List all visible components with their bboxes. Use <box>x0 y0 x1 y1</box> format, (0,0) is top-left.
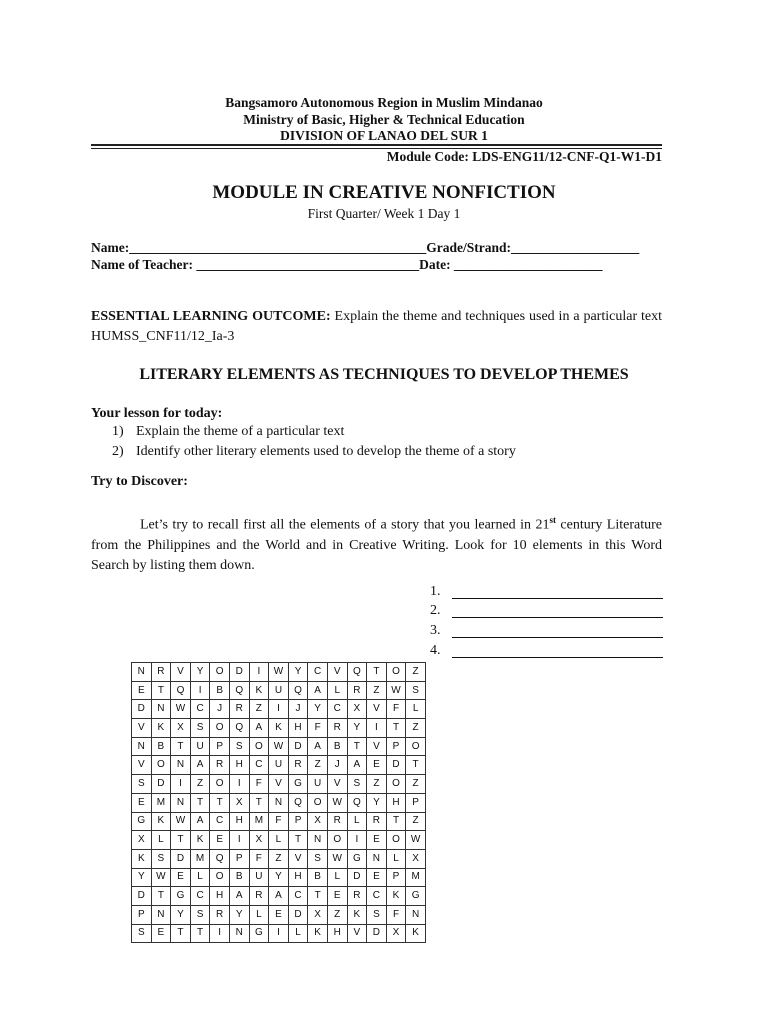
word-search-cell[interactable]: D <box>132 700 152 719</box>
lesson-item-number: 1) <box>112 424 124 439</box>
word-search-cell[interactable]: U <box>308 775 328 794</box>
word-search-cell[interactable]: M <box>190 849 210 868</box>
word-search-cell[interactable]: R <box>327 812 347 831</box>
word-search-cell[interactable]: S <box>190 719 210 738</box>
word-search-cell[interactable]: Y <box>347 719 367 738</box>
word-search-cell[interactable]: X <box>308 905 328 924</box>
word-search-cell[interactable]: L <box>269 831 289 850</box>
word-search-cell[interactable]: O <box>386 663 406 682</box>
word-search-cell[interactable]: F <box>386 700 406 719</box>
word-search-cell[interactable]: C <box>367 887 387 906</box>
word-search-cell[interactable]: W <box>151 868 171 887</box>
learning-outcome-text: Explain the theme and techniques used in a particular text HUMSS_CNF11/12_Ia-3 <box>91 309 662 344</box>
word-search-cell[interactable]: E <box>367 868 387 887</box>
word-search-cell[interactable]: A <box>190 756 210 775</box>
word-search-cell[interactable]: T <box>308 887 328 906</box>
word-search-cell[interactable]: C <box>288 887 308 906</box>
word-search-cell[interactable]: B <box>210 681 230 700</box>
page-title: MODULE IN CREATIVE NONFICTION <box>212 182 556 203</box>
word-search-cell[interactable]: R <box>347 887 367 906</box>
word-search-cell[interactable]: H <box>229 756 249 775</box>
answer-blank <box>452 657 663 658</box>
word-search-cell[interactable]: O <box>210 868 230 887</box>
word-search-cell[interactable]: W <box>171 812 191 831</box>
word-search-cell[interactable]: R <box>327 719 347 738</box>
word-search-cell[interactable]: Y <box>190 663 210 682</box>
lesson-item-text: Explain the theme of a particular text <box>136 424 345 439</box>
word-search-cell[interactable]: I <box>210 924 230 943</box>
section-heading: LITERARY ELEMENTS AS TECHNIQUES TO DEVELOP THEMES <box>139 366 629 383</box>
word-search-cell[interactable]: Q <box>229 681 249 700</box>
word-search-cell[interactable]: S <box>190 905 210 924</box>
word-search-cell[interactable]: S <box>406 681 426 700</box>
word-search-cell[interactable]: N <box>151 700 171 719</box>
word-search-cell[interactable]: J <box>327 756 347 775</box>
word-search-cell[interactable]: T <box>151 887 171 906</box>
word-search-cell[interactable]: K <box>151 812 171 831</box>
word-search-cell[interactable]: Z <box>406 663 426 682</box>
word-search-cell[interactable]: O <box>249 737 269 756</box>
word-search-cell[interactable]: L <box>406 700 426 719</box>
word-search-cell[interactable]: V <box>132 756 152 775</box>
word-search-cell[interactable]: G <box>347 849 367 868</box>
word-search-cell[interactable]: O <box>386 775 406 794</box>
word-search-cell[interactable]: R <box>210 756 230 775</box>
word-search-cell[interactable]: Z <box>406 719 426 738</box>
word-search-cell[interactable]: P <box>210 737 230 756</box>
word-search-cell[interactable]: R <box>229 700 249 719</box>
word-search-cell[interactable]: Z <box>327 905 347 924</box>
word-search-cell[interactable]: U <box>269 681 289 700</box>
word-search-cell[interactable]: D <box>288 905 308 924</box>
word-search-cell[interactable]: C <box>190 887 210 906</box>
word-search-cell[interactable]: C <box>308 663 328 682</box>
word-search-cell[interactable]: W <box>327 849 347 868</box>
word-search-cell[interactable]: Y <box>269 868 289 887</box>
word-search-row <box>132 719 426 738</box>
word-search-cell[interactable]: W <box>269 663 289 682</box>
word-search-cell[interactable]: T <box>190 924 210 943</box>
word-search-cell[interactable]: E <box>151 924 171 943</box>
word-search-cell[interactable]: X <box>132 831 152 850</box>
word-search-cell[interactable]: F <box>308 719 328 738</box>
word-search-cell[interactable]: U <box>190 737 210 756</box>
word-search-cell[interactable]: V <box>132 719 152 738</box>
word-search-cell[interactable]: J <box>210 700 230 719</box>
word-search-cell[interactable]: N <box>132 663 152 682</box>
word-search-grid <box>131 662 426 943</box>
word-search-cell[interactable]: O <box>210 663 230 682</box>
word-search-cell[interactable]: V <box>171 663 191 682</box>
word-search-cell[interactable]: Q <box>347 663 367 682</box>
word-search-row <box>132 681 426 700</box>
word-search-cell[interactable]: X <box>386 924 406 943</box>
word-search-cell[interactable]: N <box>269 793 289 812</box>
word-search-cell[interactable]: T <box>171 924 191 943</box>
answer-line-1[interactable] <box>430 584 670 602</box>
word-search-cell[interactable]: E <box>269 905 289 924</box>
word-search-cell[interactable]: A <box>269 887 289 906</box>
word-search-cell[interactable]: I <box>229 775 249 794</box>
word-search-cell[interactable]: U <box>249 868 269 887</box>
word-search-row <box>132 756 426 775</box>
word-search-cell[interactable]: M <box>249 812 269 831</box>
word-search-cell[interactable]: Q <box>171 681 191 700</box>
word-search-cell[interactable]: X <box>249 831 269 850</box>
word-search-cell[interactable]: L <box>288 924 308 943</box>
word-search-row <box>132 924 426 943</box>
word-search-cell[interactable]: I <box>269 700 289 719</box>
word-search-cell[interactable]: R <box>288 756 308 775</box>
word-search-cell[interactable]: H <box>288 719 308 738</box>
word-search-cell[interactable]: F <box>269 812 289 831</box>
word-search-cell[interactable]: W <box>269 737 289 756</box>
word-search-cell[interactable]: T <box>171 831 191 850</box>
word-search-row <box>132 831 426 850</box>
word-search-cell[interactable]: I <box>229 831 249 850</box>
word-search-cell[interactable]: T <box>288 831 308 850</box>
word-search-cell[interactable]: T <box>367 663 387 682</box>
answer-number: 2. <box>430 603 441 618</box>
word-search-cell[interactable]: Q <box>229 719 249 738</box>
word-search-cell[interactable]: J <box>288 700 308 719</box>
word-search-cell[interactable]: K <box>406 924 426 943</box>
word-search-cell[interactable]: A <box>347 756 367 775</box>
word-search-cell[interactable]: I <box>367 719 387 738</box>
word-search-row <box>132 737 426 756</box>
word-search-cell[interactable]: I <box>190 681 210 700</box>
word-search-cell[interactable]: N <box>308 831 328 850</box>
word-search-cell[interactable]: D <box>171 849 191 868</box>
word-search-cell[interactable]: T <box>386 812 406 831</box>
name-grade-field: Name:____________________________________________Grade/Strand:___________________ <box>91 240 640 255</box>
word-search-cell[interactable]: D <box>367 924 387 943</box>
word-search-cell[interactable]: G <box>249 924 269 943</box>
word-search-cell[interactable]: C <box>249 756 269 775</box>
word-search-cell[interactable]: T <box>249 793 269 812</box>
word-search-cell[interactable]: E <box>367 756 387 775</box>
word-search-cell[interactable]: R <box>347 681 367 700</box>
word-search-cell[interactable]: P <box>132 905 152 924</box>
word-search-cell[interactable]: H <box>288 868 308 887</box>
word-search-cell[interactable]: S <box>367 905 387 924</box>
discover-label: Try to Discover: <box>91 474 188 489</box>
discover-text-start: Let’s try to recall first all the elements of a story that you learned in 21 <box>140 517 550 533</box>
word-search-cell[interactable]: S <box>229 737 249 756</box>
word-search-cell[interactable]: P <box>406 793 426 812</box>
word-search-cell[interactable]: G <box>132 812 152 831</box>
word-search-cell[interactable]: D <box>288 737 308 756</box>
word-search-cell[interactable]: B <box>327 737 347 756</box>
word-search-cell[interactable]: I <box>269 924 289 943</box>
word-search-row <box>132 887 426 906</box>
word-search-cell[interactable]: Q <box>347 793 367 812</box>
word-search-cell[interactable]: G <box>171 887 191 906</box>
word-search-row <box>132 663 426 682</box>
word-search-cell[interactable]: K <box>308 924 328 943</box>
lesson-item-text: Identify other literary elements used to develop the theme of a story <box>136 444 516 459</box>
word-search-cell[interactable]: A <box>229 887 249 906</box>
word-search-row <box>132 775 426 794</box>
word-search-cell[interactable]: G <box>288 775 308 794</box>
word-search-cell[interactable]: Q <box>210 849 230 868</box>
word-search-cell[interactable]: T <box>151 681 171 700</box>
word-search-cell[interactable]: P <box>288 812 308 831</box>
word-search-cell[interactable]: Z <box>269 849 289 868</box>
answer-line-3[interactable] <box>430 623 670 641</box>
answer-blank <box>452 617 663 618</box>
word-search-cell[interactable]: F <box>249 849 269 868</box>
word-search-cell[interactable]: O <box>151 756 171 775</box>
word-search-cell[interactable]: N <box>171 756 191 775</box>
word-search-cell[interactable]: X <box>406 849 426 868</box>
word-search-cell[interactable]: I <box>171 775 191 794</box>
answer-number: 4. <box>430 643 441 658</box>
word-search-cell[interactable]: N <box>151 905 171 924</box>
word-search-cell[interactable]: X <box>347 700 367 719</box>
answer-line-2[interactable] <box>430 603 670 621</box>
word-search-cell[interactable]: K <box>249 681 269 700</box>
word-search-cell[interactable]: Y <box>132 868 152 887</box>
word-search-cell[interactable]: D <box>347 868 367 887</box>
lesson-item <box>112 444 516 460</box>
word-search-cell[interactable]: O <box>210 719 230 738</box>
word-search-cell[interactable]: K <box>151 719 171 738</box>
word-search-cell[interactable]: R <box>210 905 230 924</box>
word-search-cell[interactable]: H <box>386 793 406 812</box>
answer-blank <box>452 598 663 599</box>
word-search-cell[interactable]: W <box>327 793 347 812</box>
word-search-cell[interactable]: T <box>171 737 191 756</box>
word-search-cell[interactable]: B <box>229 868 249 887</box>
page-subtitle: First Quarter/ Week 1 Day 1 <box>307 206 461 221</box>
word-search-cell[interactable]: V <box>367 700 387 719</box>
word-search-cell[interactable]: E <box>132 793 152 812</box>
word-search-cell[interactable]: S <box>132 775 152 794</box>
word-search-cell[interactable]: P <box>386 737 406 756</box>
answer-number: 3. <box>430 623 441 638</box>
word-search-cell[interactable]: V <box>327 663 347 682</box>
word-search-cell[interactable]: T <box>210 793 230 812</box>
word-search-cell[interactable]: P <box>386 868 406 887</box>
answer-blank <box>452 637 663 638</box>
word-search-cell[interactable]: L <box>347 812 367 831</box>
word-search-cell[interactable]: W <box>171 700 191 719</box>
word-search-cell[interactable]: K <box>190 831 210 850</box>
word-search-cell[interactable]: V <box>269 775 289 794</box>
word-search-cell[interactable]: H <box>229 812 249 831</box>
word-search-cell[interactable]: A <box>249 719 269 738</box>
word-search-cell[interactable]: S <box>308 849 328 868</box>
word-search-cell[interactable]: E <box>367 831 387 850</box>
word-search-cell[interactable]: G <box>406 887 426 906</box>
word-search-cell[interactable]: L <box>190 868 210 887</box>
word-search-cell[interactable]: Y <box>229 905 249 924</box>
word-search-cell[interactable]: E <box>171 868 191 887</box>
word-search-cell[interactable]: U <box>269 756 289 775</box>
word-search-cell[interactable]: Z <box>308 756 328 775</box>
word-search-cell[interactable]: V <box>367 737 387 756</box>
module-code: Module Code: LDS-ENG11/12-CNF-Q1-W1-D1 <box>386 149 662 164</box>
answer-line-4[interactable] <box>430 643 670 661</box>
word-search-cell[interactable]: N <box>406 905 426 924</box>
word-search-cell[interactable]: N <box>132 737 152 756</box>
word-search-cell[interactable]: Q <box>288 793 308 812</box>
word-search-cell[interactable]: I <box>347 831 367 850</box>
word-search-cell[interactable]: D <box>386 756 406 775</box>
header-region: Bangsamoro Autonomous Region in Muslim Mindanao <box>225 95 543 110</box>
word-search-cell[interactable]: N <box>229 924 249 943</box>
word-search-cell[interactable]: T <box>406 756 426 775</box>
word-search-cell[interactable]: I <box>249 663 269 682</box>
word-search-cell[interactable]: L <box>249 905 269 924</box>
word-search-cell[interactable]: Y <box>308 700 328 719</box>
word-search-cell[interactable]: L <box>327 681 347 700</box>
word-search-cell[interactable]: N <box>171 793 191 812</box>
word-search-cell[interactable]: D <box>229 663 249 682</box>
word-search-cell[interactable]: W <box>406 831 426 850</box>
word-search-cell[interactable]: S <box>132 924 152 943</box>
learning-outcome <box>91 307 662 347</box>
word-search-cell[interactable]: B <box>151 737 171 756</box>
word-search-cell[interactable]: K <box>132 849 152 868</box>
word-search-cell[interactable]: P <box>229 849 249 868</box>
word-search-cell[interactable]: K <box>347 905 367 924</box>
word-search-cell[interactable]: M <box>406 868 426 887</box>
word-search-row <box>132 868 426 887</box>
word-search-row <box>132 793 426 812</box>
header-ministry: Ministry of Basic, Higher & Technical Education <box>243 112 525 127</box>
word-search-cell[interactable]: X <box>171 719 191 738</box>
word-search-cell[interactable]: K <box>269 719 289 738</box>
word-search-cell[interactable]: R <box>249 887 269 906</box>
word-search-cell[interactable]: Z <box>367 775 387 794</box>
superscript-st: st <box>549 515 556 525</box>
word-search-cell[interactable]: T <box>190 793 210 812</box>
word-search-cell[interactable]: D <box>132 887 152 906</box>
word-search-cell[interactable]: S <box>151 849 171 868</box>
word-search-cell[interactable]: X <box>229 793 249 812</box>
word-search-cell[interactable]: L <box>327 868 347 887</box>
word-search-cell[interactable]: S <box>347 775 367 794</box>
word-search-cell[interactable]: H <box>327 924 347 943</box>
word-search-cell[interactable]: Y <box>171 905 191 924</box>
learning-outcome-label: ESSENTIAL LEARNING OUTCOME: <box>91 309 331 324</box>
word-search-cell[interactable]: T <box>386 719 406 738</box>
word-search-cell[interactable]: F <box>249 775 269 794</box>
word-search-cell[interactable]: V <box>327 775 347 794</box>
word-search-cell[interactable]: C <box>327 700 347 719</box>
word-search-cell[interactable]: Z <box>190 775 210 794</box>
word-search-row <box>132 905 426 924</box>
word-search-row <box>132 849 426 868</box>
word-search-cell[interactable]: A <box>308 737 328 756</box>
word-search-cell[interactable]: V <box>347 924 367 943</box>
teacher-date-field: Name of Teacher: _________________________________Date: ______________________ <box>91 257 603 272</box>
word-search-cell[interactable]: E <box>327 887 347 906</box>
lesson-item-number: 2) <box>112 444 124 459</box>
word-search-cell[interactable]: T <box>347 737 367 756</box>
discover-paragraph <box>91 510 662 576</box>
word-search-cell[interactable]: O <box>327 831 347 850</box>
answer-number: 1. <box>430 584 441 599</box>
word-search-cell[interactable]: Q <box>288 681 308 700</box>
word-search-cell[interactable]: Y <box>367 793 387 812</box>
word-search-cell[interactable]: M <box>151 793 171 812</box>
word-search-cell[interactable]: O <box>308 793 328 812</box>
word-search-cell[interactable]: F <box>386 905 406 924</box>
word-search-cell[interactable]: W <box>386 681 406 700</box>
word-search-cell[interactable]: Z <box>406 775 426 794</box>
word-search-cell[interactable]: V <box>288 849 308 868</box>
header-rule-thick <box>91 144 662 146</box>
word-search-cell[interactable]: Z <box>367 681 387 700</box>
word-search-cell[interactable]: O <box>386 831 406 850</box>
word-search-cell[interactable]: Z <box>406 812 426 831</box>
word-search-cell[interactable]: E <box>210 831 230 850</box>
header-division: DIVISION OF LANAO DEL SUR 1 <box>280 128 488 143</box>
word-search-cell[interactable]: X <box>308 812 328 831</box>
word-search-cell[interactable]: R <box>367 812 387 831</box>
lesson-item <box>112 424 345 440</box>
word-search-row <box>132 812 426 831</box>
word-search-cell[interactable]: R <box>151 663 171 682</box>
word-search-cell[interactable]: A <box>190 812 210 831</box>
word-search-cell[interactable]: C <box>190 700 210 719</box>
word-search-cell[interactable]: Y <box>288 663 308 682</box>
word-search-cell[interactable]: L <box>151 831 171 850</box>
word-search-cell[interactable]: Z <box>249 700 269 719</box>
word-search-cell[interactable]: H <box>210 887 230 906</box>
discover-text-end: century Literature from the Philippines and the World and in Creative Writing. Look for 10 elements in this Word Search by listing them down. <box>91 517 662 573</box>
word-search-cell[interactable]: D <box>151 775 171 794</box>
word-search-cell[interactable]: C <box>210 812 230 831</box>
word-search-row <box>132 700 426 719</box>
word-search-cell[interactable]: O <box>406 737 426 756</box>
word-search-cell[interactable]: O <box>210 775 230 794</box>
word-search-cell[interactable]: L <box>386 849 406 868</box>
word-search-cell[interactable]: E <box>132 681 152 700</box>
word-search-cell[interactable]: K <box>386 887 406 906</box>
word-search-cell[interactable]: N <box>367 849 387 868</box>
lesson-label: Your lesson for today: <box>91 406 223 421</box>
word-search-cell[interactable]: A <box>308 681 328 700</box>
word-search-cell[interactable]: B <box>308 868 328 887</box>
